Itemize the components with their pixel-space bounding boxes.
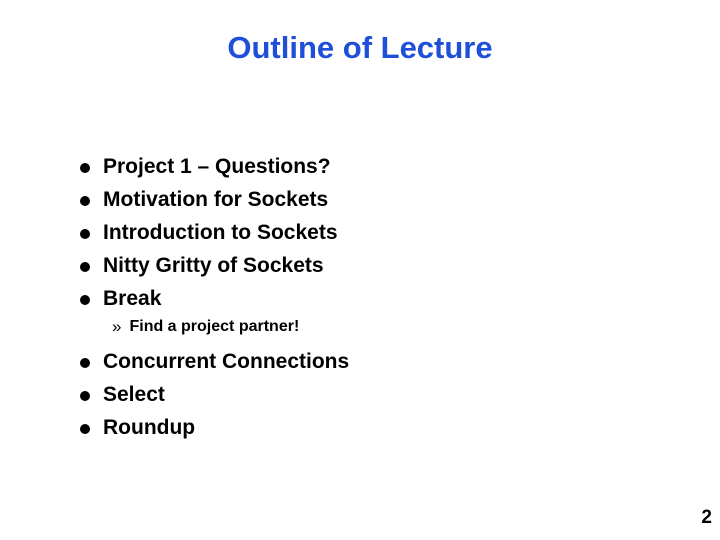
bullet-icon — [80, 358, 90, 368]
bullet-label: Nitty Gritty of Sockets — [103, 254, 324, 277]
bullet-item — [80, 150, 640, 183]
bullet-label: Select — [103, 383, 165, 406]
bullet-label: Roundup — [103, 416, 196, 439]
slide-title: Outline of Lecture — [227, 30, 493, 65]
bullet-label: Break — [103, 287, 162, 310]
bullet-item — [80, 249, 640, 282]
bullet-list — [80, 150, 640, 444]
bullet-icon — [80, 229, 90, 239]
bullet-icon — [80, 391, 90, 401]
bullet-label: Project 1 – Questions? — [103, 155, 331, 178]
bullet-icon — [80, 424, 90, 434]
page-number: 2 — [701, 507, 712, 528]
bullet-item — [80, 183, 640, 216]
bullet-icon — [80, 262, 90, 272]
bullet-item — [80, 282, 640, 315]
bullet-item — [80, 345, 640, 378]
sub-bullet-item — [112, 315, 640, 339]
bullet-label: Motivation for Sockets — [103, 188, 329, 211]
sub-bullet-label: Find a project partner! — [129, 318, 300, 335]
bullet-item — [80, 216, 640, 249]
double-chevron-icon: » — [112, 317, 122, 336]
bullet-item — [80, 378, 640, 411]
bullet-icon — [80, 295, 90, 305]
bullet-icon — [80, 163, 90, 173]
bullet-label: Concurrent Connections — [103, 350, 350, 373]
bullet-icon — [80, 196, 90, 206]
bullet-item — [80, 411, 640, 444]
bullet-label: Introduction to Sockets — [103, 221, 338, 244]
